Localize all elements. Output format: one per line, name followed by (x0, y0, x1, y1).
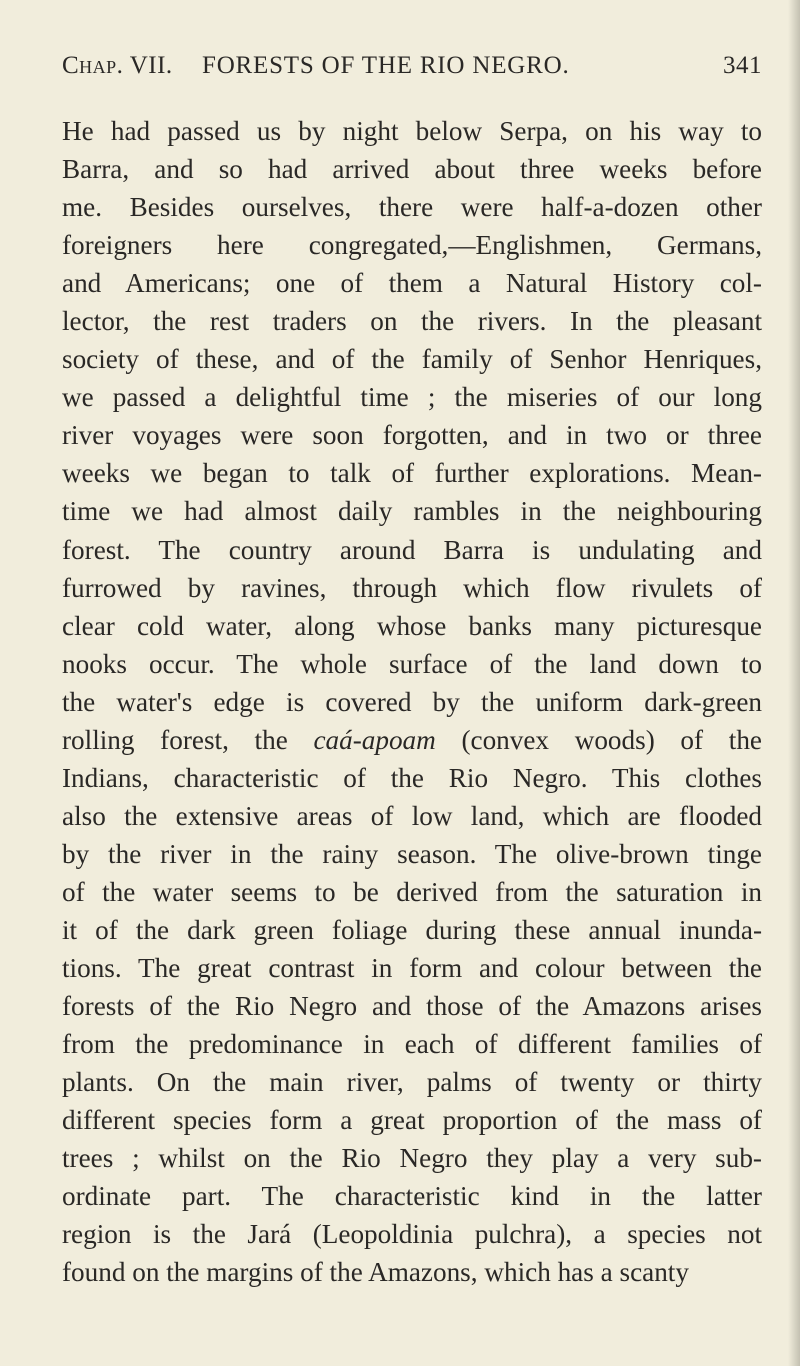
text-line (62, 1025, 762, 1063)
text-line (62, 721, 762, 759)
text-segment: of the water seems to be derived from the saturation in (62, 876, 762, 907)
text-segment: trees ; whilst on the Rio Negro they play a very sub- (62, 1143, 762, 1174)
text-line (62, 492, 762, 530)
text-line (62, 987, 762, 1025)
text-segment: me. Besides ourselves, there were half-a-dozen other (62, 192, 762, 223)
text-segment: Barra, and so had arrived about three weeks before (62, 154, 762, 185)
text-line (62, 188, 762, 226)
text-line (62, 302, 762, 340)
text-line (62, 226, 762, 264)
text-segment: clear cold water, along whose banks many picturesque (62, 610, 762, 641)
chapter-label: Chap. VII. (62, 52, 173, 79)
text-line (62, 759, 762, 797)
text-line (62, 150, 762, 188)
text-segment: forest. The country around Barra is undulating and (62, 534, 762, 565)
text-segment: Indians, characteristic of the Rio Negro. This clothes (62, 762, 762, 793)
chapter-title: FORESTS OF THE RIO NEGRO. (202, 52, 570, 79)
text-line (62, 378, 762, 416)
page-number: 341 (723, 52, 762, 79)
text-segment: furrowed by ravines, through which flow rivulets of (62, 572, 762, 603)
text-segment: found on the margins of the Amazons, which has a scanty (62, 1257, 689, 1288)
text-line (62, 1101, 762, 1139)
text-line (62, 1063, 762, 1101)
text-segment: different species form a great proportion of the mass of (62, 1105, 762, 1136)
body-text (62, 112, 762, 1291)
text-segment: the water's edge is covered by the uniform dark-green (62, 686, 762, 717)
text-segment: foreigners here congregated,—Englishmen, Germans, (62, 230, 762, 261)
text-line (62, 264, 762, 302)
text-segment: by the river in the rainy season. The olive-brown tinge (62, 838, 762, 869)
text-segment: river voyages were soon forgotten, and in two or three (62, 420, 762, 451)
text-segment: lector, the rest traders on the rivers. In the pleasant (62, 306, 762, 337)
italic-term: caá-apoam (313, 724, 436, 755)
text-segment: plants. On the main river, palms of twenty or thirty (62, 1067, 762, 1098)
text-segment: also the extensive areas of low land, which are flooded (62, 800, 762, 831)
text-segment: (convex woods) of the (435, 724, 762, 755)
text-segment: nooks occur. The whole surface of the land down to (62, 648, 762, 679)
text-segment: from the predominance in each of different families of (62, 1029, 762, 1060)
text-segment: ordinate part. The characteristic kind in the latter (62, 1181, 762, 1212)
text-segment: region is the Jará (Leopoldinia pulchra), a species not (62, 1219, 762, 1250)
text-line (62, 1139, 762, 1177)
text-line (62, 1253, 762, 1291)
text-segment: we passed a delightful time ; the miseries of our long (62, 382, 762, 413)
text-segment: weeks we began to talk of further explorations. Mean- (62, 458, 762, 489)
text-line (62, 645, 762, 683)
text-segment: society of these, and of the family of Senhor Henriques, (62, 344, 762, 375)
text-line (62, 569, 762, 607)
text-line (62, 873, 762, 911)
text-line (62, 531, 762, 569)
text-segment: time we had almost daily rambles in the neighbouring (62, 496, 762, 527)
text-line (62, 797, 762, 835)
text-segment: and Americans; one of them a Natural History col- (62, 268, 762, 299)
text-segment: He had passed us by night below Serpa, on his way to (62, 116, 762, 146)
text-segment: rolling forest, the (62, 724, 314, 755)
text-line (62, 112, 762, 150)
text-line (62, 1215, 762, 1253)
page-edge-shadow (788, 0, 800, 1366)
text-line (62, 454, 762, 492)
text-line (62, 949, 762, 987)
text-segment: forests of the Rio Negro and those of the Amazons arises (62, 991, 762, 1022)
text-segment: tions. The great contrast in form and colour between the (62, 953, 762, 984)
text-line (62, 607, 762, 645)
text-line (62, 911, 762, 949)
text-line (62, 340, 762, 378)
text-line (62, 683, 762, 721)
text-segment: it of the dark green foliage during these annual inunda- (62, 914, 762, 945)
text-line (62, 1177, 762, 1215)
text-line (62, 835, 762, 873)
text-line (62, 416, 762, 454)
running-head (62, 52, 762, 92)
